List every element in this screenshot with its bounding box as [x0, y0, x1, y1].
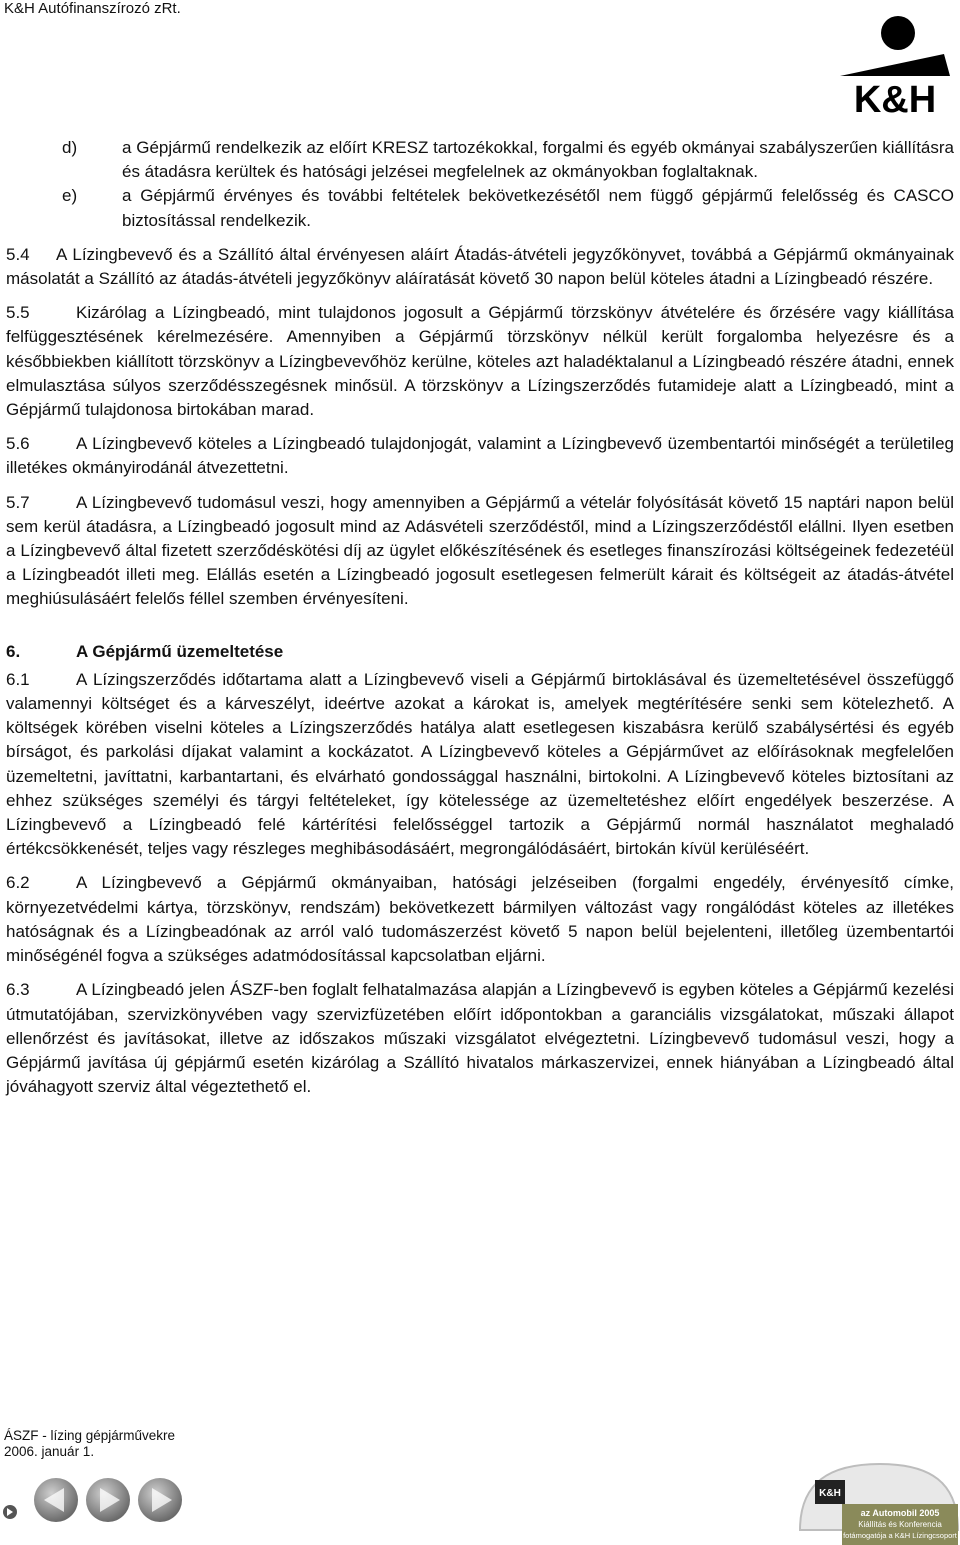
paragraph-number: 6.3	[6, 980, 30, 1000]
nav-ball-1-icon[interactable]	[34, 1478, 78, 1522]
nav-ball-3-icon[interactable]	[138, 1478, 182, 1522]
logo-text: K&H	[853, 79, 937, 116]
badge-line-3: fotámogatója a K&H Lízingcsoport	[843, 1531, 957, 1540]
back-arrow-icon[interactable]	[3, 1505, 17, 1519]
paragraph-5-6	[6, 432, 954, 480]
paragraph-number: 5.5	[6, 303, 30, 323]
paragraph-5-5	[6, 301, 954, 422]
badge-logo-text: K&H	[819, 1488, 841, 1499]
paragraph-text: A Lízingbeadó jelen ÁSZF-ben foglalt felhatalmazása alapján a Lízingbevevő is egyben köteles a Gépjármű kezelési útmutatójában, szervizkönyvében vagy szervizfüzetében előírt időpontokban a garanciális vizsgálatokat, műszaki állapot ellenőrzést és javításokat, illetve az időszakos műszaki vizsgálatot elvégeztetni. Lízingbevevő tudomásul veszi, hogy a Gépjármű javítása új gépjármű esetén kizárólag a Szállító hivatalos márkaszervizei, ennek hiányában a Lízingbeadó által jóváhagyott szerviz által végeztethető el.	[6, 980, 954, 1097]
paragraph-number: 6.2	[6, 873, 30, 893]
paragraph-number: 6.1	[6, 669, 30, 689]
footer-decoration	[0, 1460, 960, 1545]
paragraph-text: A Lízingbevevő és a Szállító által érvényesen aláírt Átadás-átvételi jegyzőkönyvet, továbbá a Gépjármű okmányainak másolatát a Szállító az átadás-átvételi jegyzőkönyv aláíratását követő 30 napon belül köteles átadni a Lízingbeadó részére.	[6, 244, 954, 289]
badge-line-1: az Automobil 2005	[860, 1508, 940, 1518]
paragraph-text: A Lízingbevevő a Gépjármű okmányaiban, hatósági jelzéseiben (forgalmi engedély, érvényesítő címke, környezetvédelmi kártya, törzskönyv, rendszám) bekövetkezett bármilyen változást vagy rongálódást köteles az illetékes hatóságnak és a Lízingbeadónak az arról való tudomászerzést követő 5 napon belül bejelenteni, illetőleg üzembentartói minőségénél fogva a szükséges adatmódosítással kapcsolatban eljárni.	[6, 873, 954, 966]
paragraph-6-3	[6, 978, 954, 1099]
list-text: a Gépjármű érvényes és további feltételek bekövetkezésétől nem függő gépjármű felelősség és CASCO biztosítással rendelkezik.	[122, 186, 954, 230]
section-title: A Gépjármű üzemeltetése	[76, 641, 284, 661]
section-heading	[6, 640, 954, 664]
list-text: a Gépjármű rendelkezik az előírt KRESZ tartozékokkal, forgalmi és egyéb okmányai szabályszerűen kiállításra és átadásra kerültek és hatósági jelzései megfelelnek az okmányokban foglaltaknak.	[122, 138, 954, 182]
paragraph-text: A Lízingszerződés időtartama alatt a Lízingbevevő viseli a Gépjármű birtoklásával és üzemeltetésével összefüggő valamennyi költséget és a kárveszélyt, ideértve azokat a károkat is, amelyek megtérítésére senki sem kötelezhető. A költségek körében viselni köteles a Lízingszerződés hatálya alatt esetlegesen kiszabásra kerülő szabálysértési és egyéb bírságot, és parkolási díjakat valamint a kockázatot. A Lízingbevevő köteles a Gépjárművet az előírásoknak megfelelően üzemeltetni, javíttatni, karbantartani, és elvárható gondossággal használni, birtokolni. A Lízingbevevő köteles biztosítani az ehhez szükséges személyi és tárgyi feltételeket, így kötelessége az üzemeltetéshez előírt engedélyek beszerzése. A Lízingbevevő a Lízingbeadó felé kártérítési felelősséggel tartozik a Gépjármű normál használatot meghaladó értékcsökkenését, teljes vagy részleges meghibásodásáért, megrongálódásáért, birtokán kívül kerüléséért.	[6, 669, 954, 859]
paragraph-text: A Lízingbevevő köteles a Lízingbeadó tulajdonjogát, valamint a Lízingbevevő üzembentartói minőségét a területileg illetékes okmányirodánál átvezettetni.	[6, 434, 954, 478]
paragraph-6-2	[6, 871, 954, 968]
paragraph-5-4	[6, 243, 954, 291]
paragraph-text: A Lízingbevevő tudomásul veszi, hogy amennyiben a Gépjármű a vételár folyósítását követő 15 naptári napon belül sem kerül átadásra, a Lízingbeadó jogosult mind az Adásvételi szerződéstől, mind a Lízingszerződéstől elállni. Ilyen esetben a Lízingbevevő által fizetett szerződéskötési díj az ügylet előkészítésének és esetleges finanszírozási költségeinek fedezetéül a Lízingbeadót illeti meg. Elállás esetén a Lízingbeadó jogosult esetlegesen felmerült kárait és költségeit az átadás-átvétel meghiúsulásáért felelős féllel szemben érvényesíteni.	[6, 492, 954, 609]
list-marker: d)	[62, 138, 78, 157]
footer-info	[4, 1428, 175, 1460]
paragraph-number: 5.4	[6, 244, 30, 264]
footer-date: 2006. január 1.	[4, 1444, 95, 1459]
kh-logo	[832, 14, 958, 116]
badge-line-2: Kiállítás és Konferencia	[858, 1520, 942, 1529]
paragraph-6-1	[6, 668, 954, 862]
nav-ball-2-icon[interactable]	[86, 1478, 130, 1522]
paragraph-number: 5.7	[6, 492, 30, 512]
list-item-d	[6, 136, 954, 184]
paragraph-5-7	[6, 491, 954, 612]
paragraph-text: Kizárólag a Lízingbeadó, mint tulajdonos jogosult a Gépjármű törzskönyv átvételére és őrzésére vagy kiállítása felfüggesztésének kérelmezésére. Amennyiben a Gépjármű törzskönyv nélkül került forgalomba helyezésre és a későbbiekben kiállított törzskönyv a Lízingbevevőhöz kerülne, köteles azt haladéktalanul a Lízingbeadó részére átadni, ennek elmulasztása súlyos szerződésszegésnek minősül. A törzskönyv a Lízingszerződés futamideje alatt a Lízingbeadó, mint a Gépjármű tulajdonosa birtokában marad.	[6, 303, 954, 420]
paragraph-number: 5.6	[6, 434, 30, 454]
list-item-e	[6, 184, 954, 232]
list-marker: e)	[62, 186, 78, 206]
document-body	[6, 136, 954, 1109]
company-name: K&H Autófinanszírozó zRt.	[4, 0, 181, 17]
automobil-badge	[800, 1464, 958, 1545]
footer-doc-title: ÁSZF - lízing gépjárművekre	[4, 1428, 176, 1443]
section-number: 6.	[6, 641, 21, 661]
